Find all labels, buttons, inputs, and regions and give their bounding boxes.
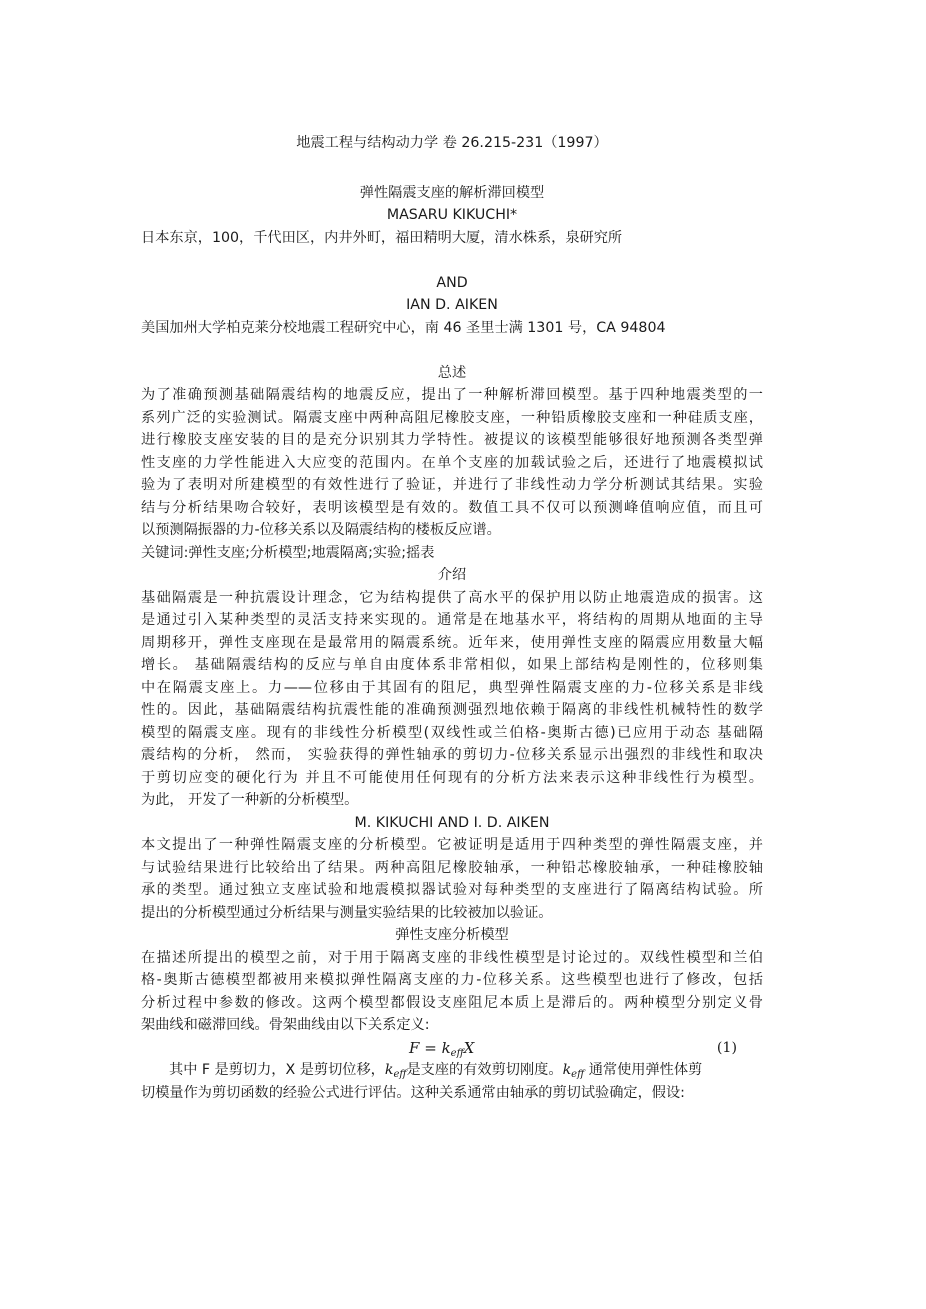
text-line: 以预测隔振器的力-位移关系以及隔震结构的楼板反应谱。 bbox=[141, 522, 501, 538]
paper-scope-paragraph bbox=[141, 834, 763, 924]
equation-1 bbox=[141, 1037, 763, 1060]
text-line: 分析过程中参数的修改。这两个模型都假设支座阻尼本质上是滞后的。两种模型分别定义骨 bbox=[141, 994, 763, 1011]
text-line: 承的类型。通过独立支座试验和地震模拟器试验对每种类型的支座进行了隔离结构试验。所 bbox=[141, 882, 763, 898]
text-line: 增长。 基础隔震结构的反应与单自由度体系非常相似，如果上部结构是刚性的，位移则集 bbox=[141, 657, 763, 673]
text-line: 基础隔震是一种抗震设计理念，它为结构提供了高水平的保护用以防止地震造成的损害。这 bbox=[141, 589, 763, 606]
text-run: 通常使用弹性体剪 bbox=[584, 1062, 703, 1078]
inline-k-subscript: eff bbox=[393, 1069, 407, 1080]
author-2-name: IAN D. AIKEN bbox=[406, 297, 498, 313]
paper-body bbox=[141, 132, 763, 1104]
equation-number: (1) bbox=[716, 1039, 737, 1056]
text-line: 本文提出了一种弹性隔震支座的分析模型。它被证明是适用于四种类型的弹性隔震支座，并 bbox=[141, 837, 763, 853]
text-line: 系列广泛的实验测试。隔震支座中两种高阻尼橡胶支座，一种铅质橡胶支座和一种硅质支座， bbox=[141, 409, 763, 426]
text-line: 性支座的力学性能进入大应变的范围内。在单个支座的加载试验之后，还进行了地震模拟试 bbox=[141, 454, 763, 471]
eq-k-subscript: eff bbox=[450, 1047, 464, 1059]
introduction-heading: 介绍 bbox=[437, 567, 467, 583]
text-line: 性的。因此，基础隔震结构抗震性能的准确预测强烈地依赖于隔离的非线性机械特性的数学 bbox=[141, 702, 763, 718]
text-line: 结与分析结果吻合较好，表明该模型是有效的。数值工具不仅可以预测峰值响应值，而且可 bbox=[141, 499, 763, 516]
paper-title: 弹性隔震支座的解析滞回模型 bbox=[359, 184, 545, 201]
definition-paragraph bbox=[141, 1059, 763, 1104]
author-1-name: MASARU KIKUCHI* bbox=[386, 207, 518, 223]
model-section-heading: 弹性支座分析模型 bbox=[395, 927, 509, 943]
introduction-paragraph bbox=[141, 587, 763, 812]
inline-k-subscript: eff bbox=[571, 1069, 585, 1080]
abstract-paragraph bbox=[141, 384, 763, 542]
abstract-heading: 总述 bbox=[437, 364, 467, 381]
text-line bbox=[141, 1059, 763, 1082]
text-line: 在描述所提出的模型之前，对于用于隔离支座的非线性模型是讨论过的。双线性模型和兰伯 bbox=[141, 949, 763, 966]
eq-stiffness-symbol bbox=[442, 1039, 464, 1057]
text-run: 其中 F 是剪切力，X 是剪切位移， bbox=[169, 1062, 385, 1078]
text-line: 模型的隔震支座。现有的非线性分析模型(双线性或兰伯格-奥斯古德)已应用于动态 基础隔 bbox=[141, 724, 763, 741]
text-line: 于剪切应变的硬化行为 并且不可能使用任何现有的分析方法来表示这种非线性行为模型。 bbox=[141, 769, 763, 786]
model-section-paragraph bbox=[141, 947, 763, 1037]
text-line: 为了准确预测基础隔震结构的地震反应，提出了一种解析滞回模型。基于四种地震类型的一 bbox=[141, 387, 763, 403]
text-line: 中在隔震支座上。力——位移由于其固有的阻尼，典型弹性隔震支座的力-位移关系是非线 bbox=[141, 679, 763, 696]
running-header: M. KIKUCHI AND I. D. AIKEN bbox=[354, 814, 550, 831]
text-line: 进行橡胶支座安装的目的是充分识别其力学特性。被提议的该模型能够很好地预测各类型弹 bbox=[141, 432, 763, 448]
eq-equals: = bbox=[424, 1038, 437, 1057]
text-run: 是支座的有效剪切刚度。 bbox=[406, 1062, 563, 1078]
text-line: 切模量作为剪切函数的经验公式进行评估。这种关系通常由轴承的剪切试验确定，假设: bbox=[141, 1084, 685, 1101]
eq-k: k bbox=[441, 1038, 451, 1057]
inline-k: k bbox=[384, 1062, 394, 1078]
journal-citation: 地震工程与结构动力学 卷 26.215-231（1997） bbox=[296, 135, 608, 151]
text-line: 与试验结果进行比较给出了结果。两种高阻尼橡胶轴承，一种铅芯橡胶轴承，一种硅橡胶轴 bbox=[141, 859, 763, 876]
text-line: 提出的分析模型通过分析结果与测量实验结果的比较被加以验证。 bbox=[141, 904, 553, 921]
inline-k-eff bbox=[563, 1062, 585, 1078]
text-line: 周期移开，弹性支座现在是最常用的隔震系统。近年来，使用弹性支座的隔震应用数量大幅 bbox=[141, 634, 763, 651]
author-2-affiliation: 美国加州大学柏克莱分校地震工程研究中心，南 46 圣里士满 1301 号，CA 94804 bbox=[141, 319, 666, 336]
equation-expression bbox=[409, 1037, 474, 1060]
text-line: 架曲线和磁滞回线。骨架曲线由以下关系定义: bbox=[141, 1017, 430, 1033]
eq-force-symbol: F bbox=[409, 1038, 420, 1057]
and-separator: AND bbox=[436, 274, 468, 291]
eq-displacement-symbol: X bbox=[463, 1038, 475, 1057]
text-line: 是通过引入某种类型的灵活支持来实现的。通常是在地基水平，将结构的周期从地面的主导 bbox=[141, 612, 763, 628]
text-line: 为此， 开发了一种新的分析模型。 bbox=[141, 792, 359, 808]
text-line: 震结构的分析， 然而， 实验获得的弹性轴承的剪切力-位移关系显示出强烈的非线性和取决 bbox=[141, 747, 763, 763]
inline-k-eff bbox=[385, 1062, 407, 1078]
keywords: 关键词:弹性支座;分析模型;地震隔离;实验;摇表 bbox=[141, 544, 435, 561]
inline-k: k bbox=[562, 1062, 572, 1078]
text-line: 格-奥斯古德模型都被用来模拟弹性隔离支座的力-位移关系。这些模型也进行了修改，包括 bbox=[141, 972, 763, 988]
author-1-affiliation: 日本东京，100，千代田区，内井外町，福田精明大厦，清水株系，泉研究所 bbox=[141, 229, 623, 246]
text-line: 验为了表明对所建模型的有效性进行了验证，并进行了非线性动力学分析测试其结果。实验 bbox=[141, 477, 763, 493]
